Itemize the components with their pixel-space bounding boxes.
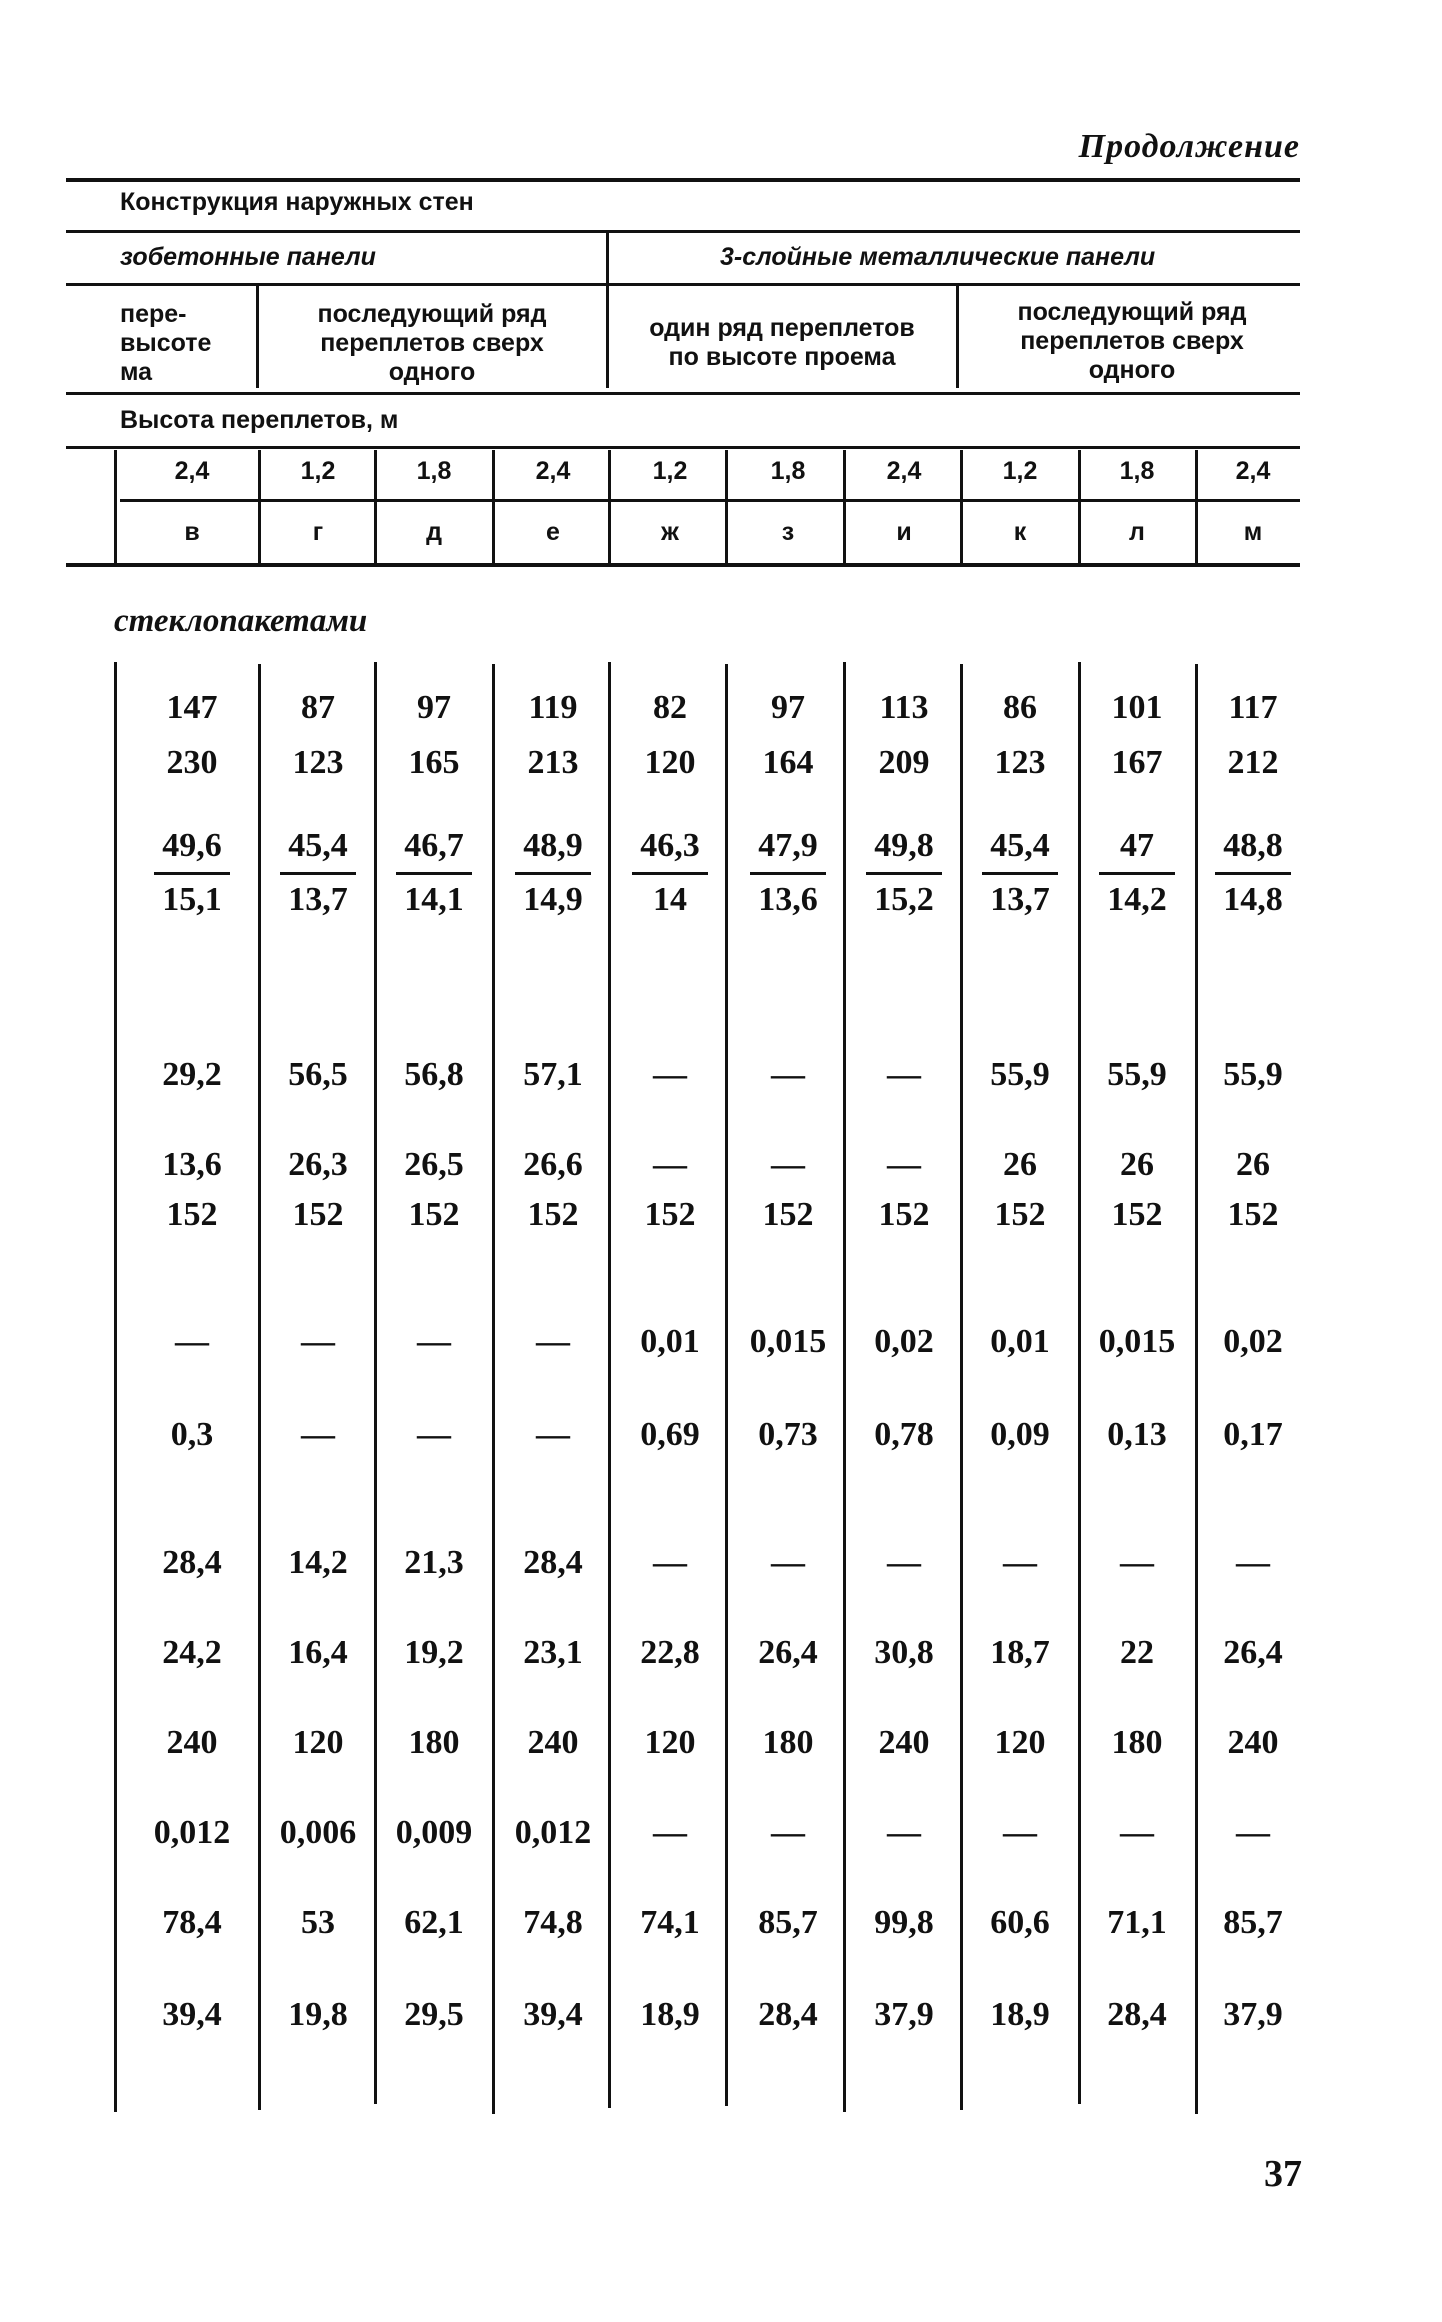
col-c-divider bbox=[956, 286, 959, 388]
fraction-bar bbox=[866, 872, 942, 875]
table-cell: 37,9 bbox=[1223, 1996, 1283, 2033]
table-cell: 120 bbox=[292, 1724, 344, 1761]
table-cell: 0,012 bbox=[153, 1814, 231, 1851]
table-cell: 213 bbox=[527, 744, 579, 781]
table-cell: — bbox=[1120, 1814, 1154, 1851]
table-cell: 152 bbox=[166, 1196, 218, 1233]
table-cell: 13,7 bbox=[990, 881, 1050, 918]
column-letter: д bbox=[426, 518, 442, 546]
table-cell: 14,1 bbox=[404, 881, 464, 918]
table-cell: — bbox=[301, 1416, 335, 1453]
page-number: 37 bbox=[1264, 2153, 1302, 2195]
table-cell: 0,015 bbox=[749, 1323, 827, 1360]
table-cell: 22 bbox=[1120, 1634, 1154, 1671]
column-letter: к bbox=[1013, 518, 1027, 546]
fraction-bar bbox=[154, 872, 230, 875]
table-cell: 180 bbox=[408, 1724, 460, 1761]
table-cell: — bbox=[1236, 1544, 1270, 1581]
table-cell: 14 bbox=[653, 881, 687, 918]
column-letter: е bbox=[546, 518, 560, 546]
table-cell: 46,3 bbox=[640, 827, 700, 864]
table-cell: 152 bbox=[644, 1196, 696, 1233]
table-cell: 180 bbox=[1111, 1724, 1163, 1761]
group-divider bbox=[606, 232, 609, 388]
table-cell: 57,1 bbox=[523, 1056, 583, 1093]
rule-6 bbox=[66, 563, 1300, 567]
table-cell: 0,73 bbox=[758, 1416, 818, 1453]
table-cell: 120 bbox=[644, 744, 696, 781]
table-cell: 152 bbox=[994, 1196, 1046, 1233]
header-col-divider bbox=[960, 450, 963, 566]
table-cell: 49,8 bbox=[874, 827, 934, 864]
rule-1 bbox=[66, 230, 1300, 233]
table-cell: 0,09 bbox=[990, 1416, 1050, 1453]
table-cell: 56,8 bbox=[404, 1056, 464, 1093]
column-letter: г bbox=[312, 518, 324, 546]
header-col-divider bbox=[374, 450, 377, 566]
table-cell: — bbox=[887, 1146, 921, 1183]
table-cell: 0,009 bbox=[395, 1814, 473, 1851]
height-value: 2,4 bbox=[1235, 457, 1271, 485]
fraction-bar bbox=[1099, 872, 1175, 875]
table-cell: 97 bbox=[771, 689, 805, 726]
table-cell: — bbox=[653, 1544, 687, 1581]
table-cell: 14,2 bbox=[1107, 881, 1167, 918]
rule-4 bbox=[66, 446, 1300, 449]
table-cell: — bbox=[887, 1056, 921, 1093]
table-cell: 0,13 bbox=[1107, 1416, 1167, 1453]
table-cell: 82 bbox=[653, 689, 687, 726]
table-cell: 26,3 bbox=[288, 1146, 348, 1183]
table-cell: 53 bbox=[301, 1904, 335, 1941]
table-cell: 28,4 bbox=[758, 1996, 818, 2033]
height-value: 2,4 bbox=[886, 457, 922, 485]
table-cell: 152 bbox=[408, 1196, 460, 1233]
rule-3 bbox=[66, 392, 1300, 395]
table-cell: 47,9 bbox=[758, 827, 818, 864]
table-cell: 14,8 bbox=[1223, 881, 1283, 918]
height-value: 1,2 bbox=[1002, 457, 1038, 485]
table-cell: 113 bbox=[879, 689, 929, 726]
table-cell: 86 bbox=[1003, 689, 1037, 726]
table-cell: 30,8 bbox=[874, 1634, 934, 1671]
table-cell: 209 bbox=[878, 744, 930, 781]
column-letter: ж bbox=[661, 518, 679, 546]
height-value: 2,4 bbox=[174, 457, 210, 485]
table-cell: — bbox=[1120, 1544, 1154, 1581]
table-cell: 101 bbox=[1111, 689, 1163, 726]
table-cell: 24,2 bbox=[162, 1634, 222, 1671]
table-cell: 47 bbox=[1120, 827, 1154, 864]
table-cell: 26,4 bbox=[1223, 1634, 1283, 1671]
continuation-label: Продолжение bbox=[1078, 128, 1300, 165]
table-cell: 45,4 bbox=[990, 827, 1050, 864]
table-cell: — bbox=[771, 1544, 805, 1581]
body-col-divider bbox=[492, 664, 495, 2114]
table-cell: 21,3 bbox=[404, 1544, 464, 1581]
table-cell: 0,01 bbox=[640, 1323, 700, 1360]
rule-5 bbox=[120, 499, 1300, 502]
group-right-label: 3-слойные металлические панели bbox=[720, 243, 1156, 271]
table-cell: — bbox=[175, 1323, 209, 1360]
table-cell: 18,9 bbox=[990, 1996, 1050, 2033]
table-cell: 123 bbox=[292, 744, 344, 781]
table-cell: 240 bbox=[878, 1724, 930, 1761]
fraction-bar bbox=[982, 872, 1058, 875]
group-left-label: зобетонные панели bbox=[120, 243, 376, 271]
fraction-bar bbox=[750, 872, 826, 875]
table-cell: 48,8 bbox=[1223, 827, 1283, 864]
table-cell: 85,7 bbox=[758, 1904, 818, 1941]
table-cell: 0,17 bbox=[1223, 1416, 1283, 1453]
table-cell: 117 bbox=[1228, 689, 1278, 726]
table-cell: 15,2 bbox=[874, 881, 934, 918]
table-cell: 85,7 bbox=[1223, 1904, 1283, 1941]
table-cell: 119 bbox=[528, 689, 578, 726]
column-letter: и bbox=[896, 518, 912, 546]
body-col-divider bbox=[960, 664, 963, 2110]
table-cell: 28,4 bbox=[523, 1544, 583, 1581]
table-cell: 74,1 bbox=[640, 1904, 700, 1941]
table-cell: 165 bbox=[408, 744, 460, 781]
column-letter: в bbox=[184, 518, 200, 546]
table-cell: 23,1 bbox=[523, 1634, 583, 1671]
table-cell: 26 bbox=[1236, 1146, 1270, 1183]
table-cell: — bbox=[771, 1814, 805, 1851]
table-cell: 28,4 bbox=[162, 1544, 222, 1581]
table-cell: 152 bbox=[527, 1196, 579, 1233]
table-cell: 28,4 bbox=[1107, 1996, 1167, 2033]
table-cell: — bbox=[536, 1416, 570, 1453]
fraction-bar bbox=[632, 872, 708, 875]
table-cell: 240 bbox=[166, 1724, 218, 1761]
header-col-divider bbox=[114, 450, 117, 566]
column-letter: м bbox=[1243, 518, 1263, 546]
table-cell: 18,9 bbox=[640, 1996, 700, 2033]
table-cell: 56,5 bbox=[288, 1056, 348, 1093]
table-cell: 55,9 bbox=[1107, 1056, 1167, 1093]
fraction-bar bbox=[515, 872, 591, 875]
table-cell: 120 bbox=[994, 1724, 1046, 1761]
table-cell: — bbox=[1236, 1814, 1270, 1851]
table-cell: 39,4 bbox=[523, 1996, 583, 2033]
column-letter: з bbox=[781, 518, 795, 546]
table-cell: 14,2 bbox=[288, 1544, 348, 1581]
table-cell: — bbox=[887, 1544, 921, 1581]
table-cell: — bbox=[417, 1416, 451, 1453]
height-value: 1,8 bbox=[770, 457, 806, 485]
table-cell: 152 bbox=[1227, 1196, 1279, 1233]
height-row-label: Высота переплетов, м bbox=[120, 406, 399, 434]
body-col-divider bbox=[374, 662, 377, 2104]
table-cell: 26,5 bbox=[404, 1146, 464, 1183]
table-cell: — bbox=[301, 1323, 335, 1360]
fraction-bar bbox=[396, 872, 472, 875]
table-cell: — bbox=[771, 1056, 805, 1093]
table-cell: 0,02 bbox=[1223, 1323, 1283, 1360]
table-cell: 29,2 bbox=[162, 1056, 222, 1093]
table-cell: — bbox=[1003, 1544, 1037, 1581]
table-cell: 49,6 bbox=[162, 827, 222, 864]
table-cell: 180 bbox=[762, 1724, 814, 1761]
table-cell: 71,1 bbox=[1107, 1904, 1167, 1941]
table-cell: 22,8 bbox=[640, 1634, 700, 1671]
table-cell: 212 bbox=[1227, 744, 1279, 781]
table-cell: — bbox=[653, 1056, 687, 1093]
table-cell: 152 bbox=[292, 1196, 344, 1233]
table-cell: 0,69 bbox=[640, 1416, 700, 1453]
table-cell: 97 bbox=[417, 689, 451, 726]
table-cell: 152 bbox=[878, 1196, 930, 1233]
table-cell: 123 bbox=[994, 744, 1046, 781]
col-d-label: последующий ряд переплетов сверх одного bbox=[1017, 298, 1247, 384]
column-letter: л bbox=[1129, 518, 1145, 546]
table-cell: 240 bbox=[527, 1724, 579, 1761]
construction-label: Конструкция наружных стен bbox=[120, 188, 474, 216]
table-cell: 230 bbox=[166, 744, 218, 781]
table-cell: 55,9 bbox=[1223, 1056, 1283, 1093]
table-cell: 18,7 bbox=[990, 1634, 1050, 1671]
table-cell: 16,4 bbox=[288, 1634, 348, 1671]
table-cell: 13,6 bbox=[162, 1146, 222, 1183]
fraction-bar bbox=[1215, 872, 1291, 875]
col-a-label: пере- высоте ма bbox=[120, 300, 212, 386]
header-col-divider bbox=[492, 450, 495, 566]
table-cell: 13,7 bbox=[288, 881, 348, 918]
table-cell: 87 bbox=[301, 689, 335, 726]
table-cell: 26 bbox=[1003, 1146, 1037, 1183]
table-cell: — bbox=[653, 1146, 687, 1183]
height-value: 2,4 bbox=[535, 457, 571, 485]
table-cell: — bbox=[417, 1323, 451, 1360]
table-cell: 45,4 bbox=[288, 827, 348, 864]
table-cell: 152 bbox=[762, 1196, 814, 1233]
table-cell: 13,6 bbox=[758, 881, 818, 918]
body-col-divider bbox=[258, 664, 261, 2110]
col-b-label: последующий ряд переплетов сверх одного bbox=[317, 300, 547, 386]
table-cell: 26,6 bbox=[523, 1146, 583, 1183]
table-cell: 240 bbox=[1227, 1724, 1279, 1761]
table-cell: 0,78 bbox=[874, 1416, 934, 1453]
table-cell: 60,6 bbox=[990, 1904, 1050, 1941]
col-a-divider bbox=[256, 286, 259, 388]
table-cell: 0,012 bbox=[514, 1814, 592, 1851]
height-value: 1,2 bbox=[652, 457, 688, 485]
table-cell: 164 bbox=[762, 744, 814, 781]
table-cell: — bbox=[887, 1814, 921, 1851]
header-col-divider bbox=[258, 450, 261, 566]
body-col-divider bbox=[114, 662, 117, 2112]
table-cell: 0,015 bbox=[1098, 1323, 1176, 1360]
table-cell: 19,2 bbox=[404, 1634, 464, 1671]
table-cell: — bbox=[771, 1146, 805, 1183]
height-value: 1,8 bbox=[416, 457, 452, 485]
table-cell: 55,9 bbox=[990, 1056, 1050, 1093]
table-cell: 74,8 bbox=[523, 1904, 583, 1941]
section-title: стеклопакетами bbox=[114, 603, 368, 639]
table-cell: 147 bbox=[166, 689, 218, 726]
table-cell: 19,8 bbox=[288, 1996, 348, 2033]
table-cell: 14,9 bbox=[523, 881, 583, 918]
table-cell: 29,5 bbox=[404, 1996, 464, 2033]
table-cell: 0,006 bbox=[279, 1814, 357, 1851]
table-cell: 48,9 bbox=[523, 827, 583, 864]
rule-2 bbox=[66, 283, 1300, 286]
top-rule bbox=[66, 178, 1300, 182]
body-col-divider bbox=[1078, 662, 1081, 2104]
table-cell: 120 bbox=[644, 1724, 696, 1761]
table-cell: 78,4 bbox=[162, 1904, 222, 1941]
table-cell: 0,3 bbox=[170, 1416, 214, 1453]
height-value: 1,8 bbox=[1119, 457, 1155, 485]
table-cell: 15,1 bbox=[162, 881, 222, 918]
table-cell: 152 bbox=[1111, 1196, 1163, 1233]
table-cell: 26 bbox=[1120, 1146, 1154, 1183]
table-cell: 26,4 bbox=[758, 1634, 818, 1671]
table-cell: 62,1 bbox=[404, 1904, 464, 1941]
height-value: 1,2 bbox=[300, 457, 336, 485]
table-cell: 46,7 bbox=[404, 827, 464, 864]
body-col-divider bbox=[608, 662, 611, 2108]
table-cell: 39,4 bbox=[162, 1996, 222, 2033]
col-c-label: один ряд переплетов по высоте проема bbox=[649, 314, 915, 371]
table-cell: 37,9 bbox=[874, 1996, 934, 2033]
table-cell: — bbox=[653, 1814, 687, 1851]
table-cell: 0,01 bbox=[990, 1323, 1050, 1360]
table-cell: 99,8 bbox=[874, 1904, 934, 1941]
table-cell: — bbox=[536, 1323, 570, 1360]
table-cell: — bbox=[1003, 1814, 1037, 1851]
table-cell: 167 bbox=[1111, 744, 1163, 781]
fraction-bar bbox=[280, 872, 356, 875]
table-cell: 0,02 bbox=[874, 1323, 934, 1360]
